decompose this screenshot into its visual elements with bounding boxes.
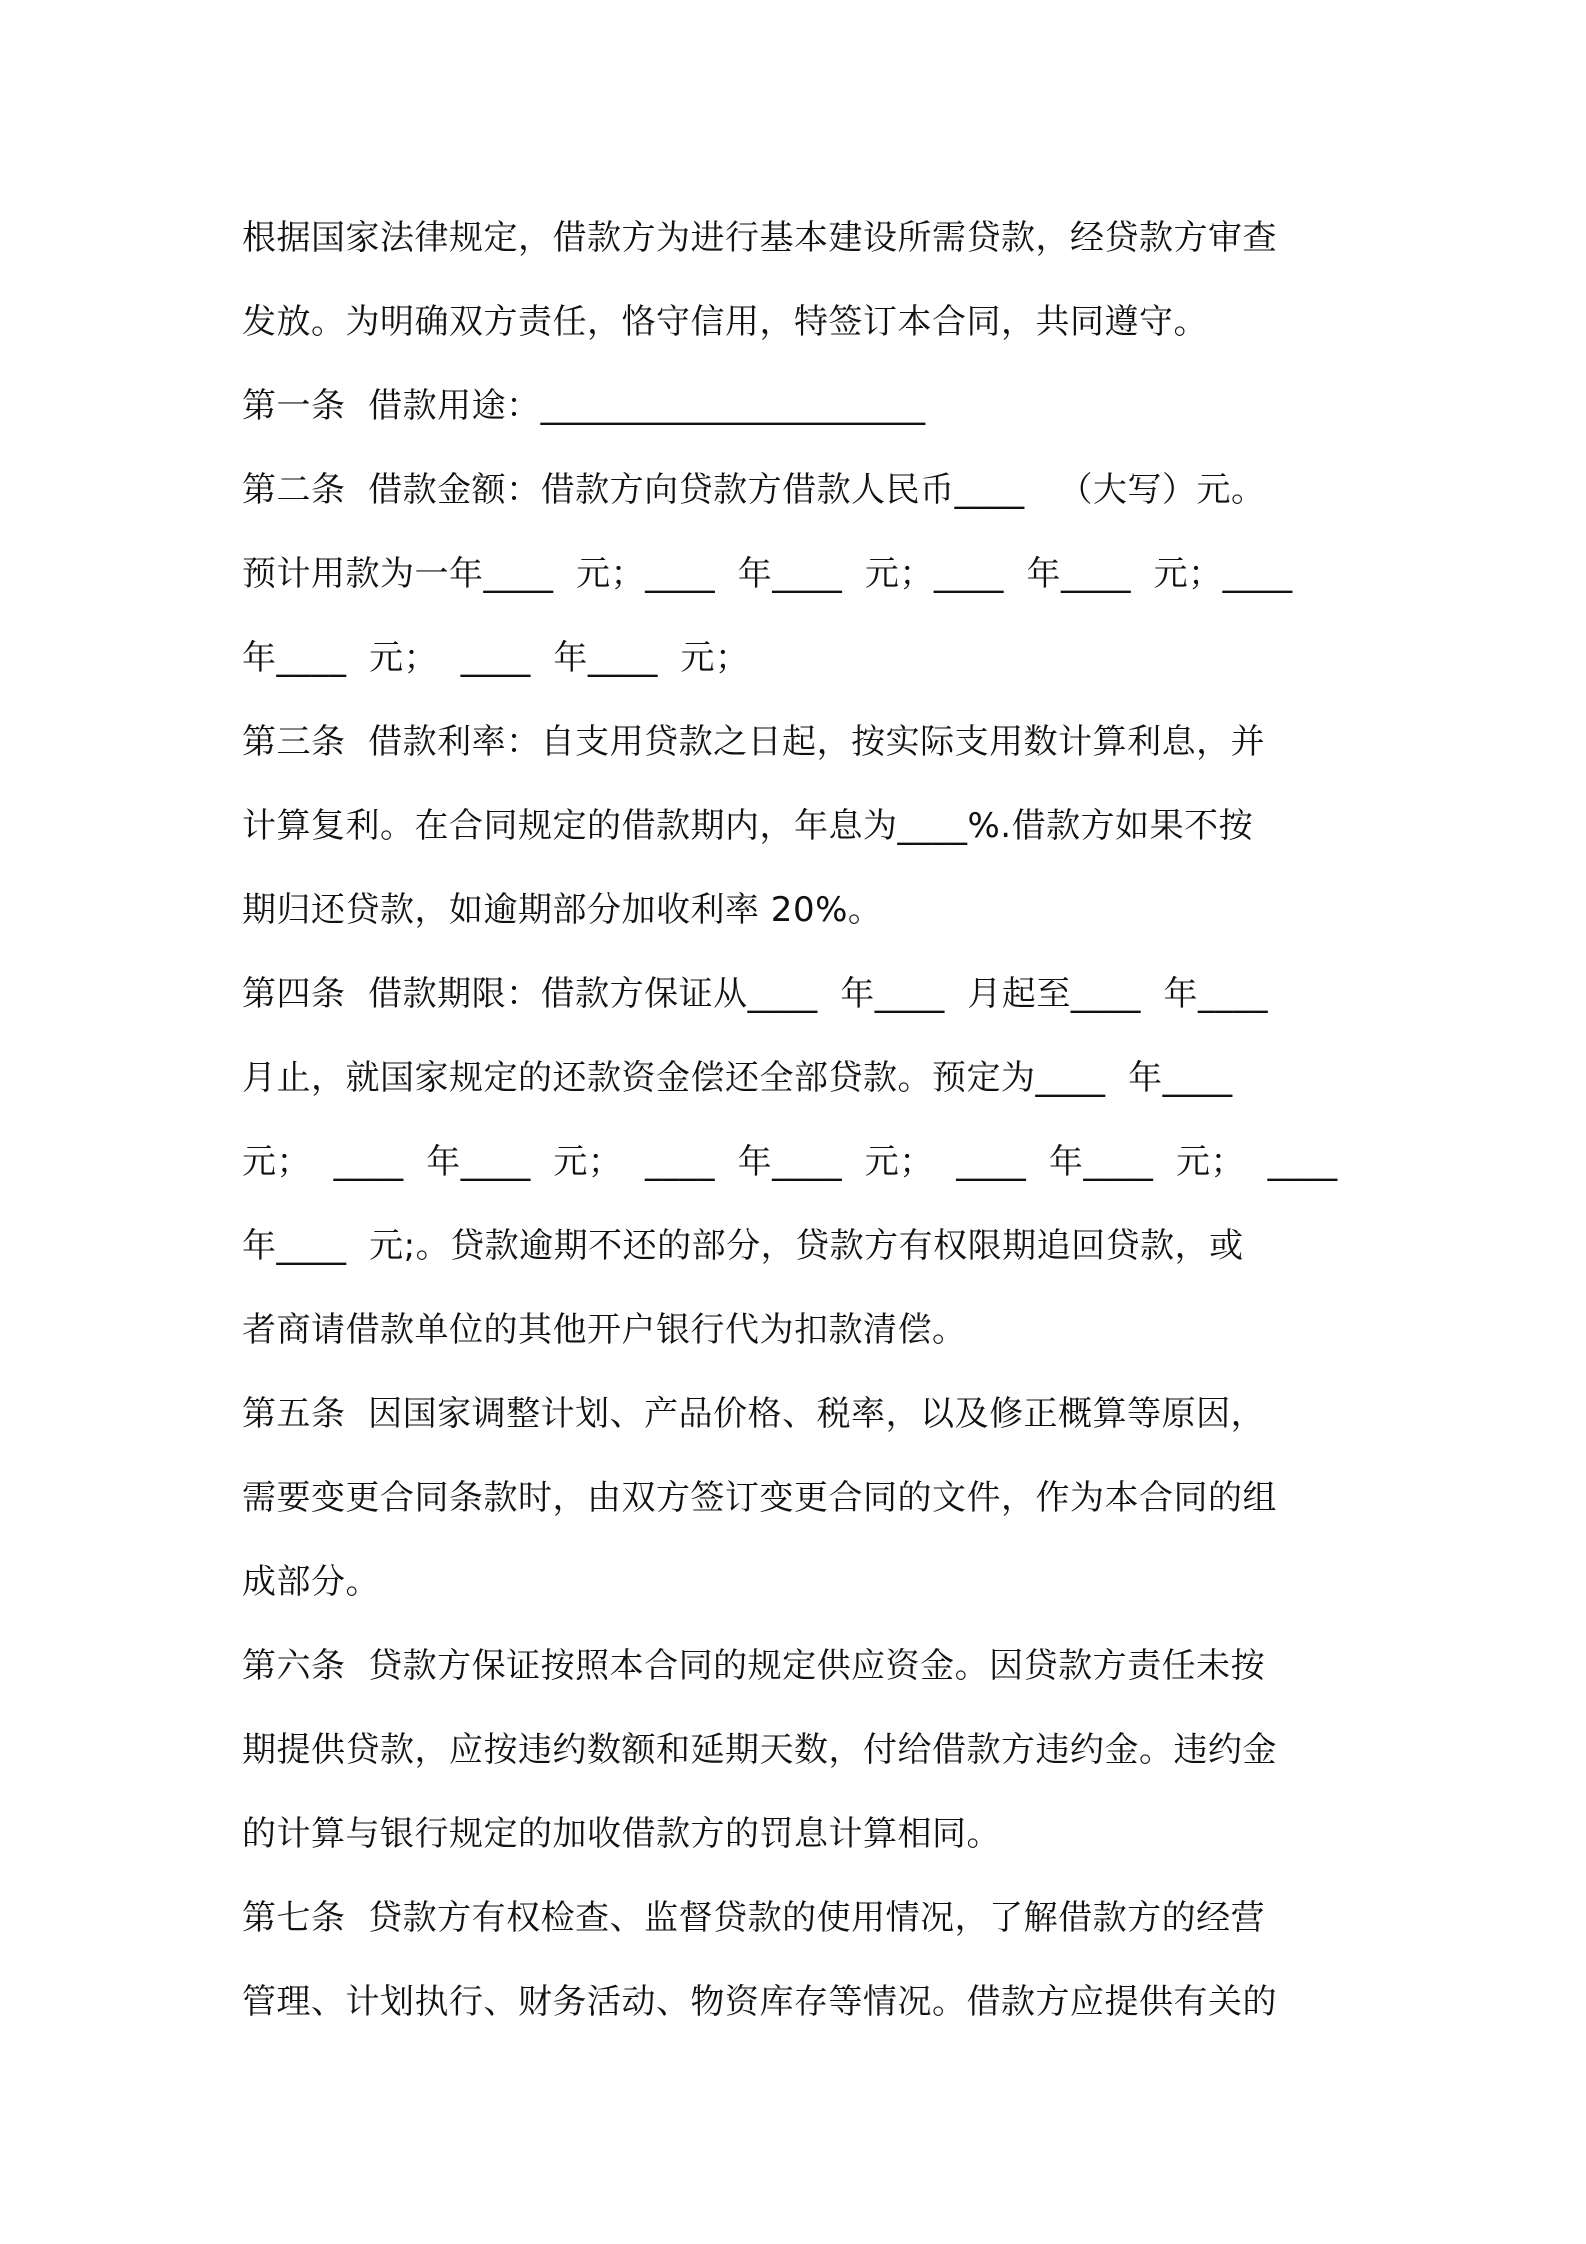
article-5-line: 第五条 因国家调整计划、产品价格、税率，以及修正概算等原因， bbox=[242, 1394, 1266, 1434]
text-line: 者商请借款单位的其他开户银行代为扣款清偿。 bbox=[242, 1310, 967, 1350]
text-line: 期提供贷款，应按违约数额和延期天数，付给借款方违约金。违约金 bbox=[242, 1730, 1277, 1770]
text-line: 的计算与银行规定的加收借款方的罚息计算相同。 bbox=[242, 1814, 1001, 1854]
text-line: 年____ 元； ____ 年____ 元； bbox=[242, 638, 750, 678]
text-line: 月止，就国家规定的还款资金偿还全部贷款。预定为____ 年____ bbox=[242, 1058, 1233, 1098]
text-line: 预计用款为一年____ 元；____ 年____ 元；____ 年____ 元；____ bbox=[242, 554, 1293, 594]
article-4-line: 第四条 借款期限：借款方保证从____ 年____ 月起至____ 年____ bbox=[242, 974, 1268, 1014]
text-line: 期归还贷款，如逾期部分加收利率 20%。 bbox=[242, 890, 883, 930]
article-6-line: 第六条 贷款方保证按照本合同的规定供应资金。因贷款方责任未按 bbox=[242, 1646, 1266, 1686]
text-line: 成部分。 bbox=[242, 1562, 380, 1602]
text-line: 年____ 元;。贷款逾期不还的部分，贷款方有权限期追回贷款，或 bbox=[242, 1226, 1244, 1266]
article-7-line: 第七条 贷款方有权检查、监督贷款的使用情况，了解借款方的经营 bbox=[242, 1898, 1266, 1938]
contract-text bbox=[242, 196, 1362, 2044]
article-3-line: 第三条 借款利率：自支用贷款之日起，按实际支用数计算利息，并 bbox=[242, 722, 1266, 762]
article-1-line: 第一条 借款用途：______________________ bbox=[242, 386, 926, 426]
text-line: 发放。为明确双方责任，恪守信用，特签订本合同，共同遵守。 bbox=[242, 302, 1208, 342]
article-2-line: 第二条 借款金额：借款方向贷款方借款人民币____ （大写）元。 bbox=[242, 470, 1266, 510]
text-line: 根据国家法律规定，借款方为进行基本建设所需贷款，经贷款方审查 bbox=[242, 218, 1277, 258]
text-line: 计算复利。在合同规定的借款期内，年息为____%.借款方如果不按 bbox=[242, 806, 1254, 846]
text-line: 需要变更合同条款时，由双方签订变更合同的文件，作为本合同的组 bbox=[242, 1478, 1277, 1518]
text-line: 元； ____ 年____ 元； ____ 年____ 元； ____ 年____ 元； ____ bbox=[242, 1142, 1338, 1182]
text-line: 管理、计划执行、财务活动、物资库存等情况。借款方应提供有关的 bbox=[242, 1982, 1277, 2022]
